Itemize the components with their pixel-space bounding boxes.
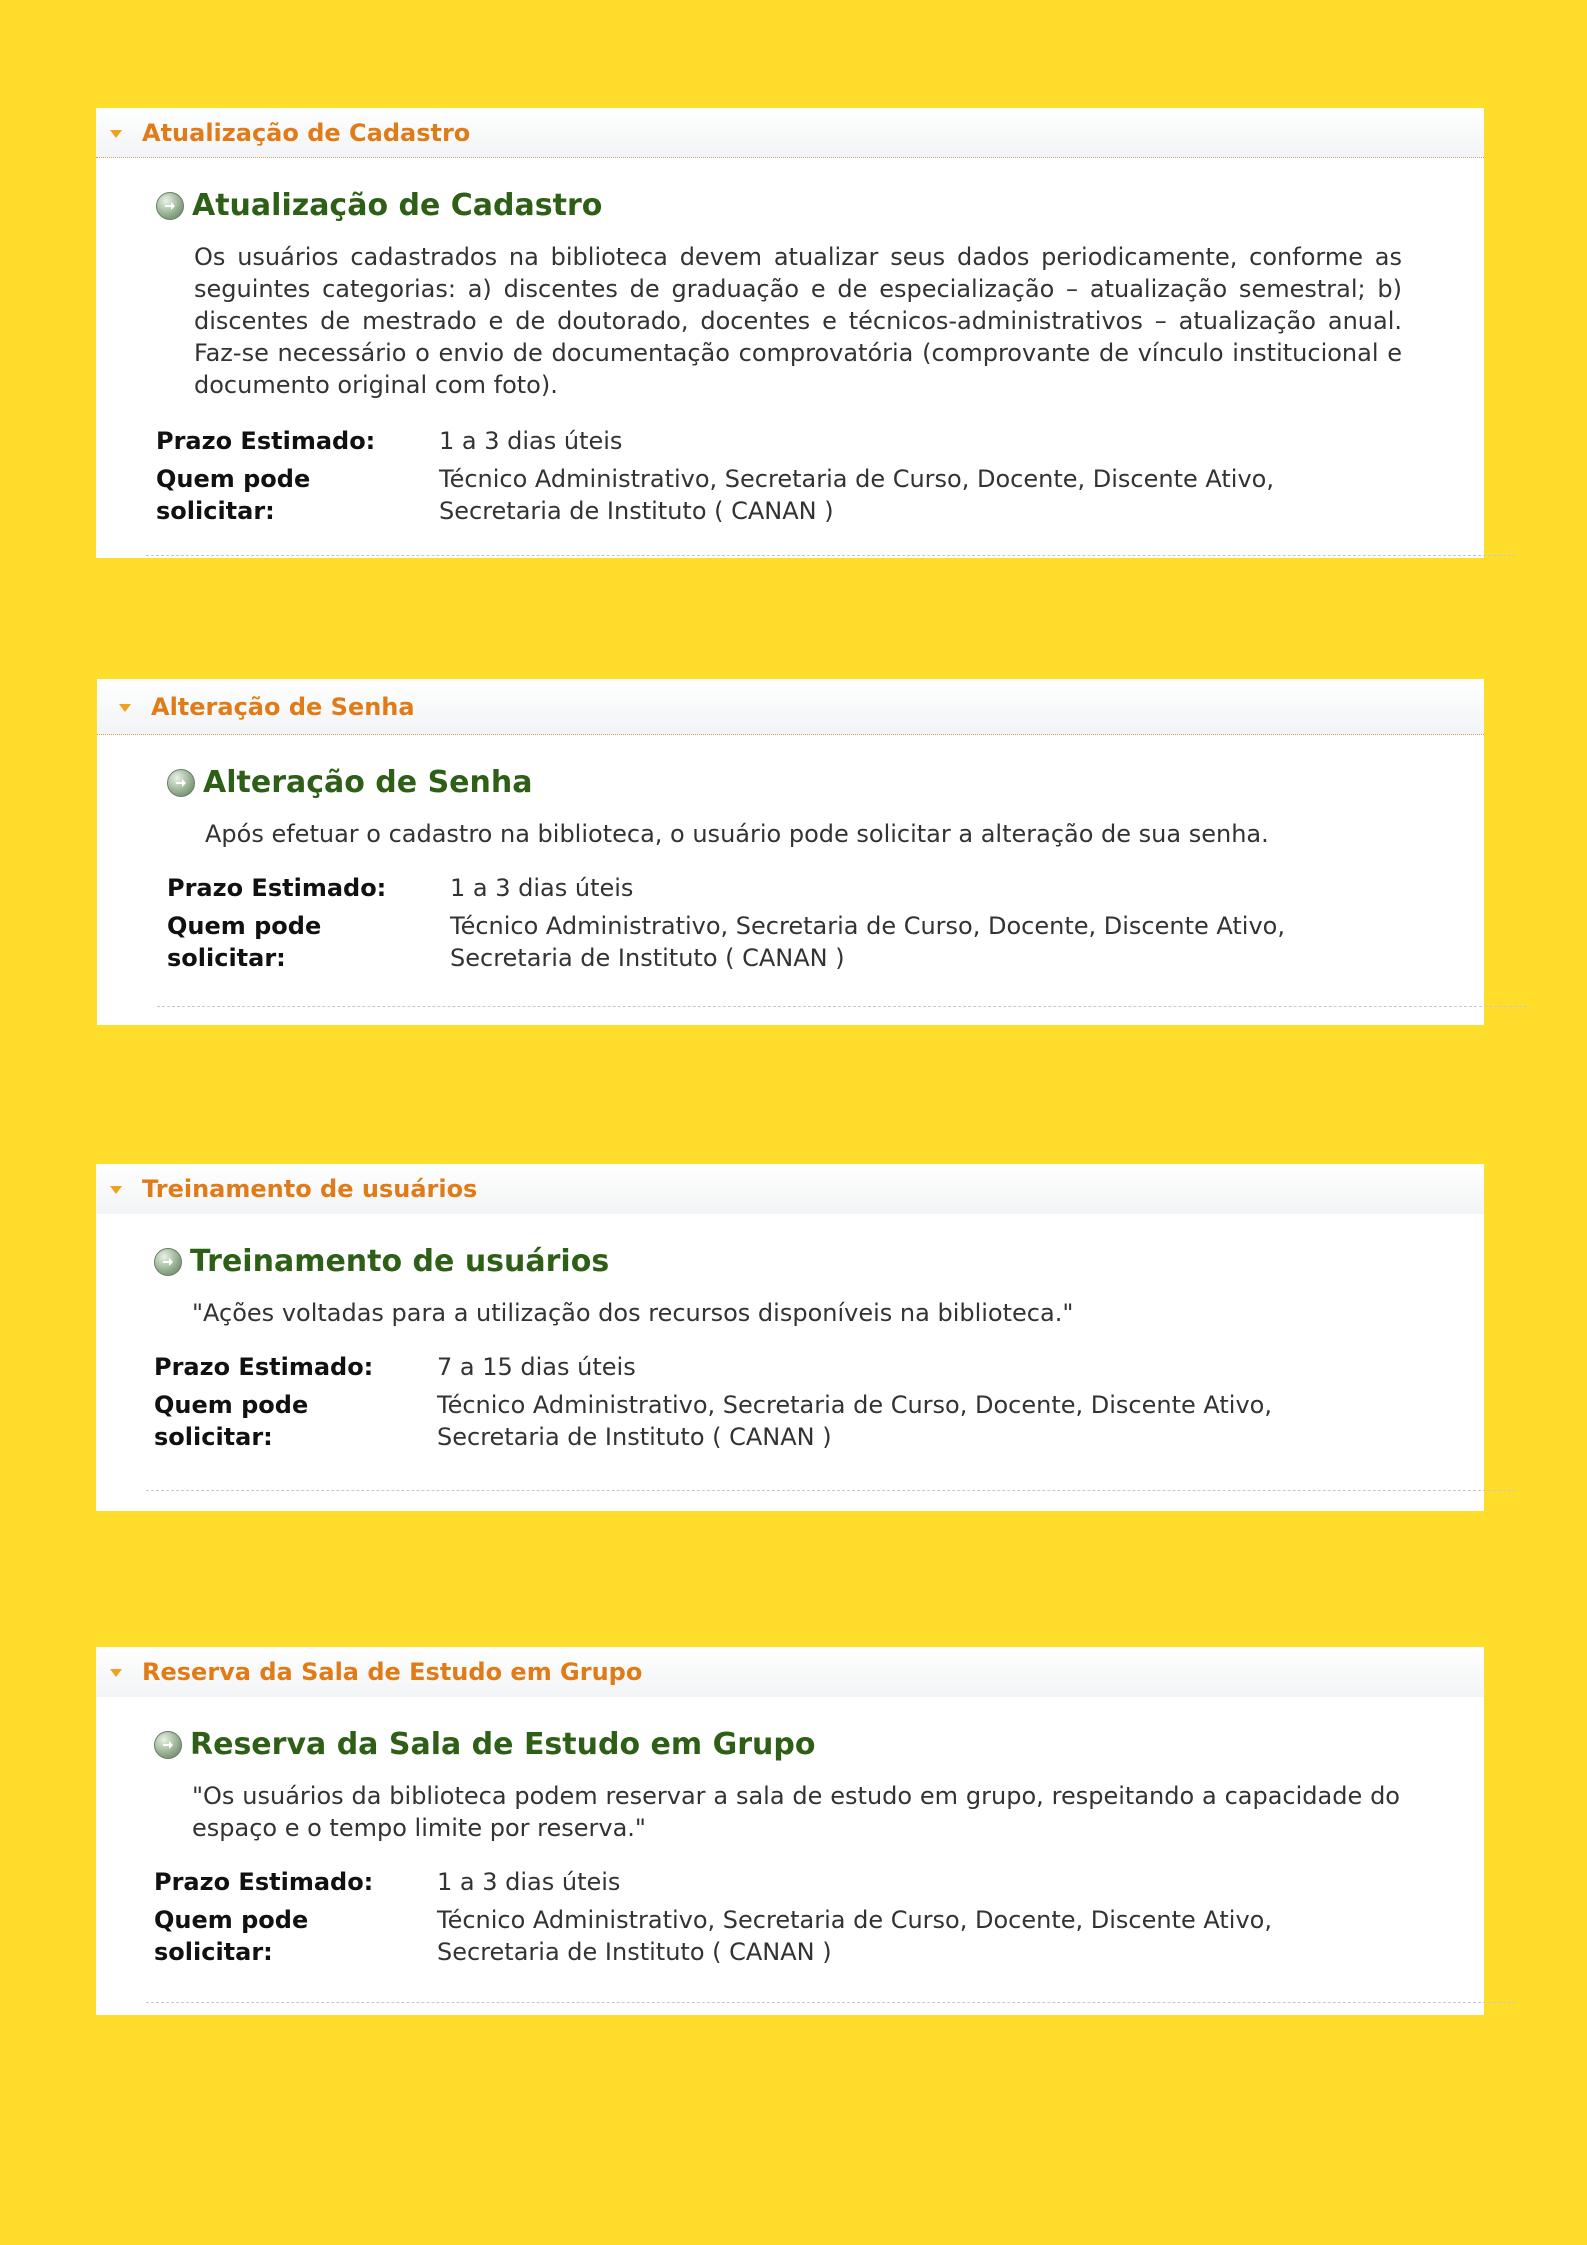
panel-header-toggle[interactable]	[96, 1647, 1484, 1697]
service-title: Atualização de Cadastro	[192, 188, 603, 223]
quem-value-line-2: Secretaria de Instituto ( CANAN )	[437, 1938, 832, 1966]
panel-body	[96, 1697, 1484, 1968]
quem-pode-label	[154, 1383, 437, 1453]
prazo-label: Prazo Estimado:	[167, 874, 387, 902]
prazo-value: 1 a 3 dias úteis	[437, 1868, 621, 1896]
quem-pode-value	[437, 1383, 1272, 1453]
quem-value-line-2: Secretaria de Instituto ( CANAN )	[439, 497, 834, 525]
quem-pode-value	[450, 904, 1285, 974]
service-description: Após efetuar o cadastro na biblioteca, o usuário pode solicitar a alteração de sua senha.	[205, 820, 1269, 848]
info-table	[154, 1866, 1272, 1968]
panel-header-toggle[interactable]	[96, 1164, 1484, 1214]
service-description: Os usuários cadastrados na biblioteca devem atualizar seus dados periodicamente, conforme as seguintes categorias: a) discentes de graduação e de especialização – atualização semestral; b) discentes de mestrado e de doutorado, docentes e técnicos-administrativos – atualização anual. Faz-se necessário o envio de documentação comprovatória (comprovante de vínculo institucional e documento original com foto).	[194, 243, 1402, 399]
panel-header-title: Alteração de Senha	[151, 692, 415, 721]
panel-body	[96, 1214, 1484, 1453]
quem-value-line-2: Secretaria de Instituto ( CANAN )	[437, 1423, 832, 1451]
caret-down-icon	[110, 130, 122, 138]
arrow-right-circle-icon	[154, 1731, 182, 1759]
quem-value-line-1: Técnico Administrativo, Secretaria de Curso, Docente, Discente Ativo,	[439, 465, 1274, 493]
panel-header-toggle[interactable]	[97, 679, 1484, 735]
service-description: "Ações voltadas para a utilização dos recursos disponíveis na biblioteca."	[192, 1299, 1074, 1327]
panel-header-title: Reserva da Sala de Estudo em Grupo	[142, 1658, 643, 1686]
quem-value-line-1: Técnico Administrativo, Secretaria de Curso, Docente, Discente Ativo,	[437, 1906, 1272, 1934]
service-panel-reserva-sala	[96, 1647, 1484, 2015]
caret-down-icon	[110, 1186, 122, 1194]
panel-header-title: Treinamento de usuários	[142, 1175, 478, 1203]
arrow-right-circle-icon	[156, 192, 184, 220]
service-description: "Os usuários da biblioteca podem reservar a sala de estudo em grupo, respeitando a capacidade do espaço e o tempo limite por reserva."	[192, 1782, 1400, 1842]
quem-label-line-2: solicitar:	[154, 1423, 273, 1451]
info-table	[156, 425, 1274, 527]
service-title-row	[167, 765, 1484, 800]
prazo-value: 1 a 3 dias úteis	[439, 427, 623, 455]
panel-header-toggle[interactable]	[96, 108, 1484, 158]
quem-label-line-1: Quem pode	[156, 465, 311, 493]
quem-pode-label	[154, 1898, 437, 1968]
panel-body	[96, 158, 1484, 527]
quem-value-line-1: Técnico Administrativo, Secretaria de Curso, Docente, Discente Ativo,	[450, 912, 1285, 940]
quem-label-line-2: solicitar:	[154, 1938, 273, 1966]
service-title: Treinamento de usuários	[190, 1244, 610, 1279]
service-panel-treinamento-usuarios	[96, 1164, 1484, 1511]
caret-down-icon	[119, 704, 131, 712]
panel-body	[97, 735, 1484, 974]
divider	[146, 555, 1516, 556]
quem-label-line-1: Quem pode	[154, 1391, 309, 1419]
quem-label-line-1: Quem pode	[154, 1906, 309, 1934]
service-panel-alteracao-senha	[97, 679, 1484, 1025]
service-title: Alteração de Senha	[203, 765, 533, 800]
caret-down-icon	[110, 1669, 122, 1677]
service-title-row	[154, 1727, 1484, 1762]
prazo-value: 7 a 15 dias úteis	[437, 1353, 636, 1381]
quem-label-line-2: solicitar:	[167, 944, 286, 972]
divider	[146, 2002, 1516, 2003]
service-title-row	[154, 1244, 1484, 1279]
divider	[146, 1490, 1516, 1491]
prazo-label: Prazo Estimado:	[154, 1868, 374, 1896]
service-title: Reserva da Sala de Estudo em Grupo	[190, 1727, 816, 1762]
prazo-label: Prazo Estimado:	[156, 427, 376, 455]
divider	[157, 1006, 1527, 1007]
arrow-right-circle-icon	[154, 1248, 182, 1276]
info-table	[154, 1351, 1272, 1453]
service-title-row	[156, 188, 1484, 223]
quem-pode-value	[439, 457, 1274, 527]
service-panel-atualizacao-cadastro	[96, 108, 1484, 558]
quem-label-line-2: solicitar:	[156, 497, 275, 525]
quem-pode-label	[156, 457, 439, 527]
quem-value-line-1: Técnico Administrativo, Secretaria de Curso, Docente, Discente Ativo,	[437, 1391, 1272, 1419]
quem-pode-value	[437, 1898, 1272, 1968]
quem-pode-label	[167, 904, 450, 974]
quem-label-line-1: Quem pode	[167, 912, 322, 940]
arrow-right-circle-icon	[167, 769, 195, 797]
prazo-label: Prazo Estimado:	[154, 1353, 374, 1381]
panel-header-title: Atualização de Cadastro	[142, 118, 471, 147]
info-table	[167, 872, 1285, 974]
quem-value-line-2: Secretaria de Instituto ( CANAN )	[450, 944, 845, 972]
prazo-value: 1 a 3 dias úteis	[450, 874, 634, 902]
